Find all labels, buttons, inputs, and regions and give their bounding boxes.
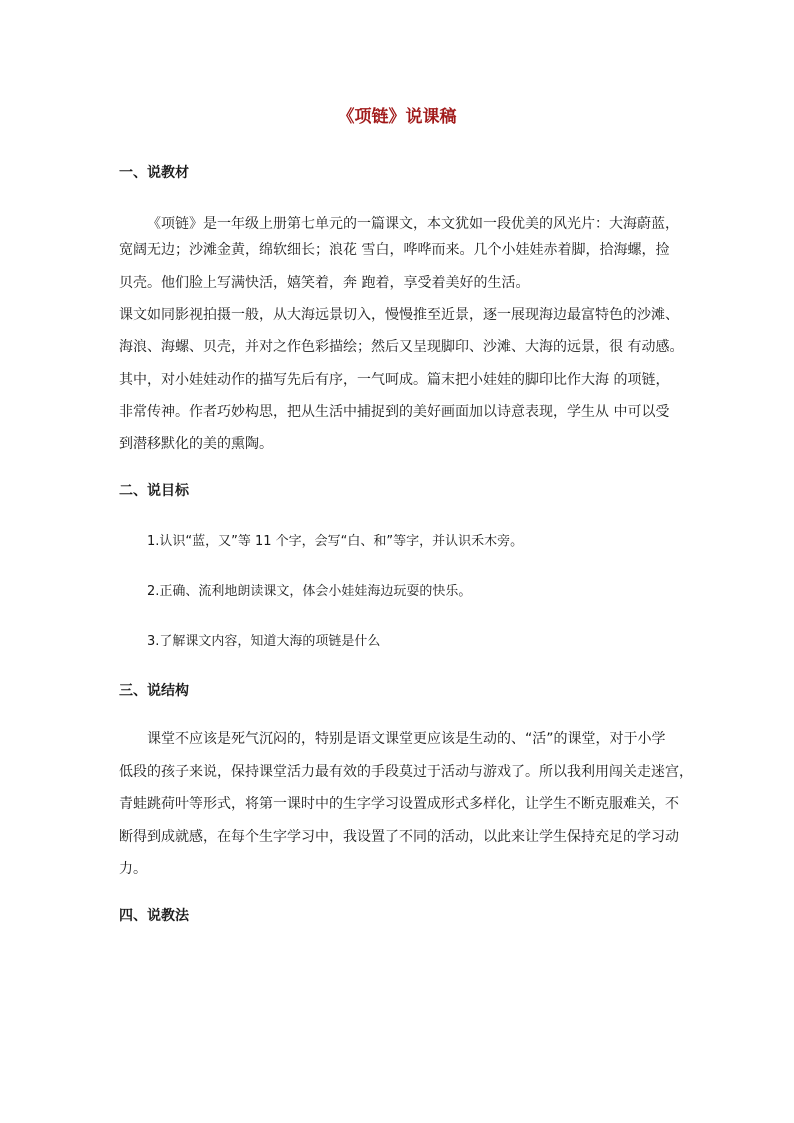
goal-item: 1.认识“蓝，又”等 11 个字，会写“白、和”等字，并认识禾木旁。	[147, 534, 524, 549]
paragraph-line: 青蛙跳荷叶等形式，将第一课时中的生字学习设置成形式多样化，让学生不断克服难关，不	[119, 796, 679, 812]
paragraph-line: 贝壳。他们脸上写满快活，嬉笑着，奔 跑着，享受着美好的生活。	[119, 275, 530, 291]
section-heading-method: 四、说教法	[119, 908, 189, 924]
paragraph-line: 《项链》是一年级上册第七单元的一篇课文，本文犹如一段优美的风光片：大海蔚蓝，	[147, 216, 679, 232]
document-title: 《项链》说课稿	[337, 107, 457, 127]
paragraph-line: 力。	[119, 861, 147, 877]
paragraph-line: 低段的孩子来说，保持课堂活力最有效的手段莫过于活动与游戏了。所以我利用闯关走迷宫，	[119, 764, 693, 780]
paragraph-line: 宽阔无边；沙滩金黄，绵软细长；浪花 雪白，哗哗而来。几个小娃娃赤着脚，拾海螺，捡	[119, 242, 670, 258]
paragraph-line: 课文如同影视拍摄一般，从大海远景切入，慢慢推至近景，逐一展现海边最富特色的沙滩、	[119, 307, 679, 323]
goal-item: 3.了解课文内容，知道大海的项链是什么	[147, 634, 381, 649]
paragraph-line: 其中，对小娃娃动作的描写先后有序，一气呵成。篇末把小娃娃的脚印比作大海 的项链，	[119, 372, 670, 388]
section-heading-goals: 二、说目标	[119, 483, 189, 499]
section-heading-textbook: 一、说教材	[119, 165, 189, 181]
paragraph-line: 非常传神。作者巧妙构思，把从生活中捕捉到的美好画面加以诗意表现，学生从 中可以受	[119, 404, 670, 420]
paragraph-line: 课堂不应该是死气沉闷的，特别是语文课堂更应该是生动的、“活”的课堂，对于小学	[147, 731, 666, 747]
goal-item: 2.正确、流利地朗读课文，体会小娃娃海边玩耍的快乐。	[147, 584, 472, 599]
paragraph-line: 到潜移默化的美的熏陶。	[119, 436, 273, 452]
paragraph-line: 断得到成就感，在每个生字学习中，我设置了不同的活动，以此来让学生保持充足的学习动	[119, 829, 679, 845]
section-heading-structure: 三、说结构	[119, 683, 189, 699]
paragraph-line: 海浪、海螺、贝壳，并对之作色彩描绘；然后又呈现脚印、沙滩、大海的远景，很 有动感。	[119, 339, 684, 355]
